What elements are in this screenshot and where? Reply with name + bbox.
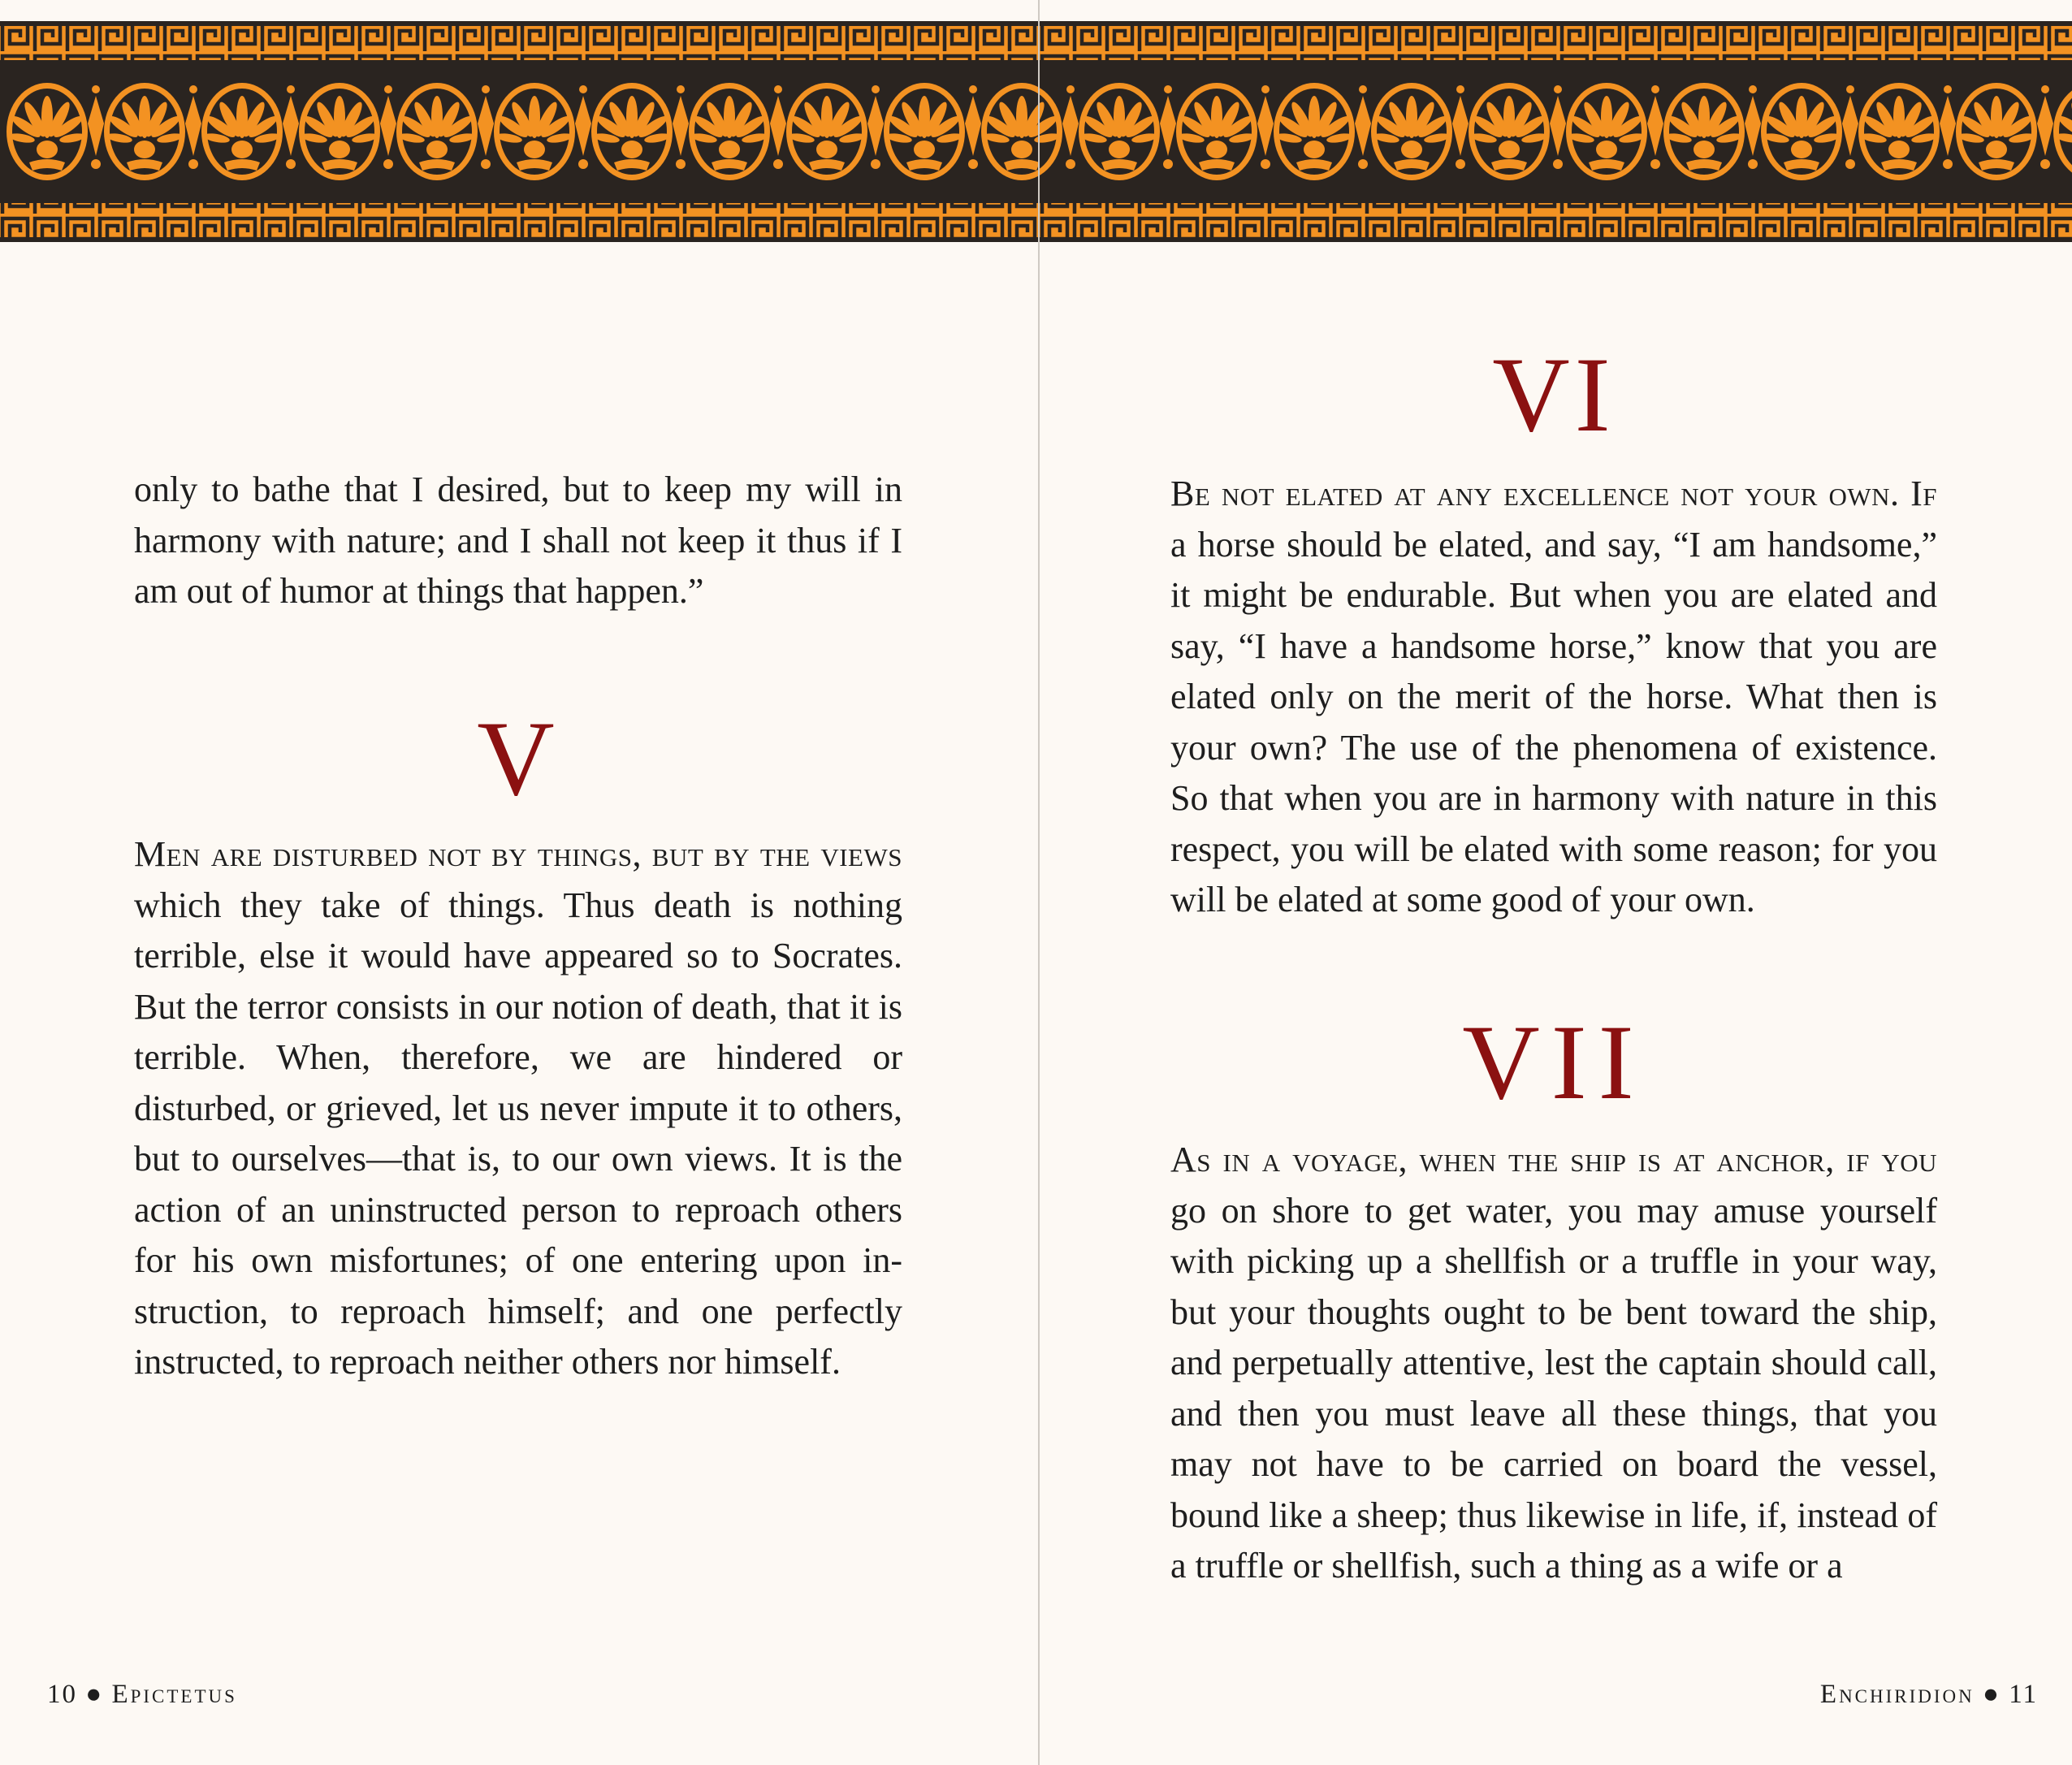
bullet-icon: ● — [85, 1680, 104, 1709]
section-heading-v: V — [477, 699, 560, 818]
section-v-body: which they take of things. Thus death is nothing terrible, else it would have appeared so to Socrates. But the terror consists in our notion of death, that it is terrible. When, therefore, we are hindered or disturbed, or grieved, let us never impute it to others, but to ourselves—that is, to our own views. It is the action of an uninstructed person to reproach others for his own misfortunes; of one entering upon instruction, to reproach himself; and one perfectly instructed, to reproach neither others nor himself. — [134, 885, 902, 1382]
section-heading-vi: VI — [1492, 335, 1616, 454]
right-footer — [1820, 1680, 2038, 1710]
left-page-number: 10 — [47, 1680, 77, 1709]
section-v-lead: Men are disturbed not by things, but by the views — [134, 834, 902, 874]
section-vii-paragraph — [1170, 1135, 1937, 1592]
bullet-icon: ● — [1983, 1680, 2001, 1709]
section-heading-vii: VII — [1462, 1002, 1646, 1122]
continued-text: only to bathe that I desired, but to keep my will in harmony with nature; and I shall not keep it thus if I am out of humor at things that happen.” — [134, 469, 902, 611]
section-vi-body: a horse should be elated, and say, “I am handsome,” it might be endurable. But when you are elated and say, “I have a handsome horse,” know that you are elated only on the merit of the horse. What then is your own? The use of the phenomena of existence. So that when you are in harmony with nature in this respect, you will be elated with some reason; for you will be elated at some good of your own. — [1170, 524, 1937, 919]
right-running-head: Enchiridion — [1819, 1680, 1975, 1709]
section-v-paragraph — [134, 829, 902, 1388]
continued-paragraph — [134, 465, 902, 617]
right-page — [1040, 0, 2072, 1765]
left-footer — [47, 1680, 237, 1710]
section-vi-lead: Be not elated at any excellence not your own. If — [1170, 474, 1937, 513]
section-vii-lead: As in a voyage, when the ship is at anchor, if you — [1170, 1140, 1937, 1179]
left-running-head: Epictetus — [111, 1680, 237, 1709]
right-page-number: 11 — [2009, 1680, 2038, 1709]
section-vii-body: go on shore to get water, you may amuse yourself with picking up a shellfish or a truffle in your way, but your thoughts ought to be bent toward the ship, and perpetually attentive, lest the captain should call, and then you must leave all these things, that you may not have to be carried on board the vessel, bound like a sheep; thus likewise in life, if, instead of a truffle or shellfish, such a thing as a wife or a — [1170, 1190, 1937, 1585]
section-vi-paragraph — [1170, 469, 1937, 926]
